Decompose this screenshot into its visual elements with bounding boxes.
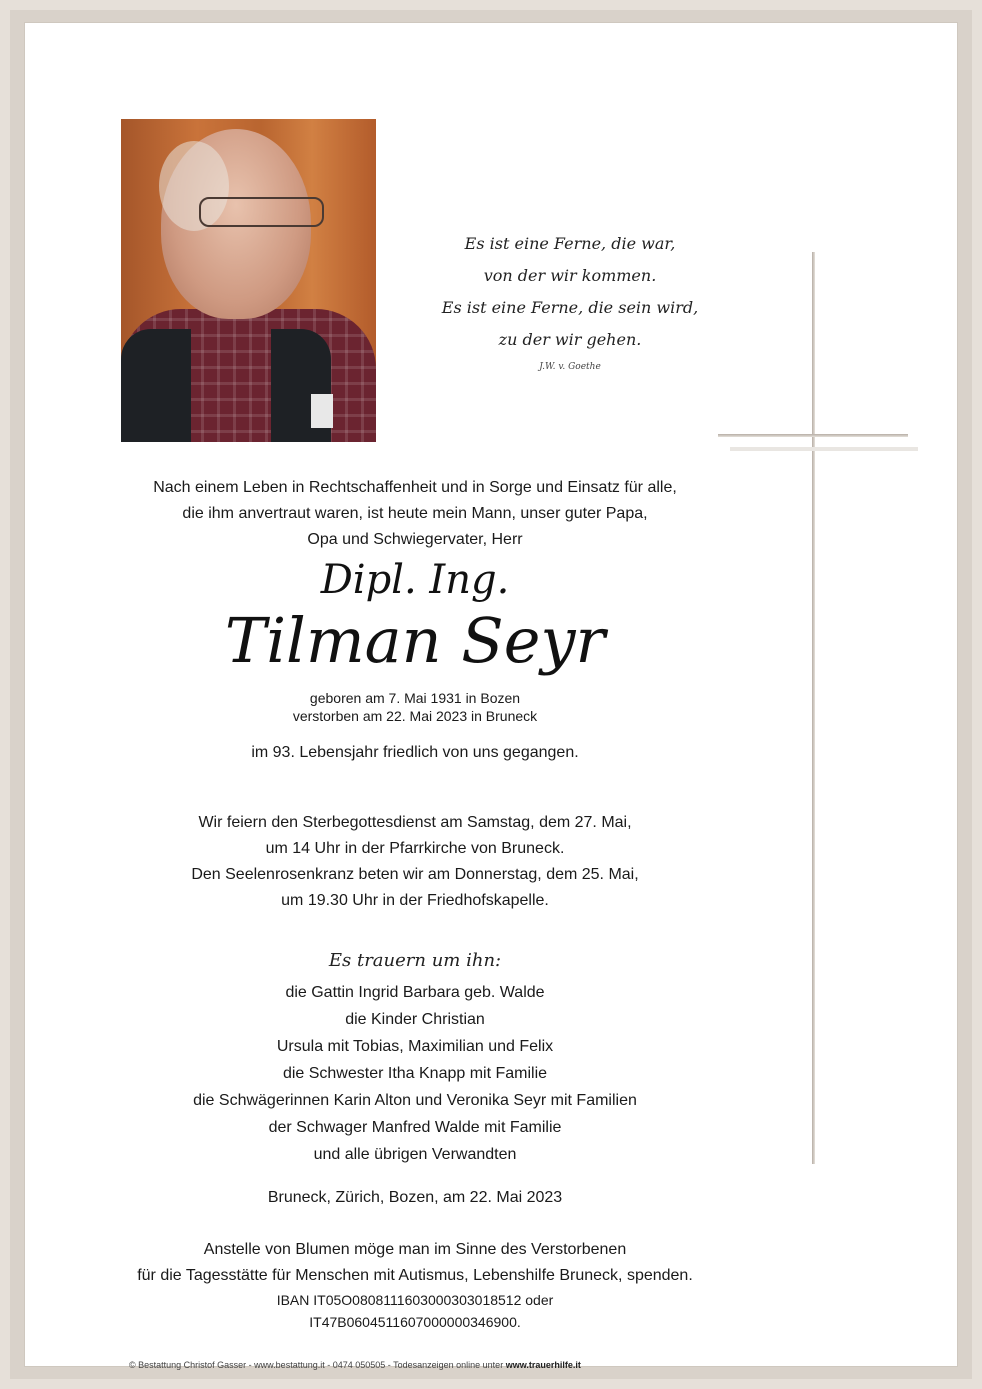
service-info [85,810,745,914]
quote-line: Es ist eine Ferne, die war, [464,234,676,253]
intro-text [85,475,745,553]
service-line: Wir feiern den Sterbegottesdienst am Samstag, dem 27. Mai, [198,814,632,831]
mourner-item: die Kinder Christian [345,1011,485,1028]
goethe-quote [420,228,720,378]
footer-text: © Bestattung Christof Gasser - www.bestattung.it - 0474 050505 - Todesanzeigen online unter [129,1360,506,1370]
mourner-item: die Schwägerinnen Karin Alton und Veronika Seyr mit Familien [193,1092,637,1109]
age-line: im 93. Lebensjahr friedlich von uns gegangen. [251,744,579,761]
footer-credit [129,1358,829,1372]
donation-line: Anstelle von Blumen möge man im Sinne des Verstorbenen [203,1241,627,1258]
quote-author: J.W. v. Goethe [539,362,601,372]
donation-request [85,1237,745,1289]
quote-line: von der wir kommen. [483,266,657,285]
iban-line: IBAN IT05O0808111603000303018512 oder [276,1292,554,1308]
service-line: um 14 Uhr in der Pfarrkirche von Bruneck. [265,840,565,857]
mourners-heading: Es trauern um ihn: [328,950,502,971]
mourners-list [85,979,745,1168]
mourner-item: die Schwester Itha Knapp mit Familie [282,1065,548,1082]
iban-info [85,1289,745,1333]
mourner-item: Ursula mit Tobias, Maximilian und Felix [276,1038,554,1055]
cross-horizontal-bar [718,434,908,437]
mourner-item: die Gattin Ingrid Barbara geb. Walde [285,984,545,1001]
service-line: um 19.30 Uhr in der Friedhofskapelle. [281,892,549,909]
donation-line: für die Tagesstätte für Menschen mit Autismus, Lebenshilfe Bruneck, spenden. [137,1267,693,1284]
cross-shadow [730,447,918,451]
footer-link[interactable]: www.trauerhilfe.it [505,1360,581,1370]
portrait-photo [121,119,376,442]
academic-title: Dipl. Ing. [320,557,510,603]
obituary-card [24,22,958,1370]
mourner-item: der Schwager Manfred Walde mit Familie [268,1119,562,1136]
cross-vertical-bar [812,252,815,1164]
intro-line: Nach einem Leben in Rechtschaffenheit und in Sorge und Einsatz für alle, [153,479,677,496]
quote-line: Es ist eine Ferne, die sein wird, [441,298,699,317]
quote-line: zu der wir gehen. [498,330,642,349]
birth-date: geboren am 7. Mai 1931 in Bozen [309,690,521,706]
place-and-date: Bruneck, Zürich, Bozen, am 22. Mai 2023 [267,1189,563,1206]
mourner-item: und alle übrigen Verwandten [313,1146,517,1163]
death-date: verstorben am 22. Mai 2023 in Bruneck [292,708,538,724]
intro-line: die ihm anvertraut waren, ist heute mein Mann, unser guter Papa, [182,505,648,522]
service-line: Den Seelenrosenkranz beten wir am Donnerstag, dem 25. Mai, [191,866,639,883]
iban-line: IT47B0604511607000000346900. [309,1314,521,1330]
intro-line: Opa und Schwiegervater, Herr [307,531,523,548]
deceased-name: Tilman Seyr [224,604,606,677]
life-dates [85,689,745,725]
